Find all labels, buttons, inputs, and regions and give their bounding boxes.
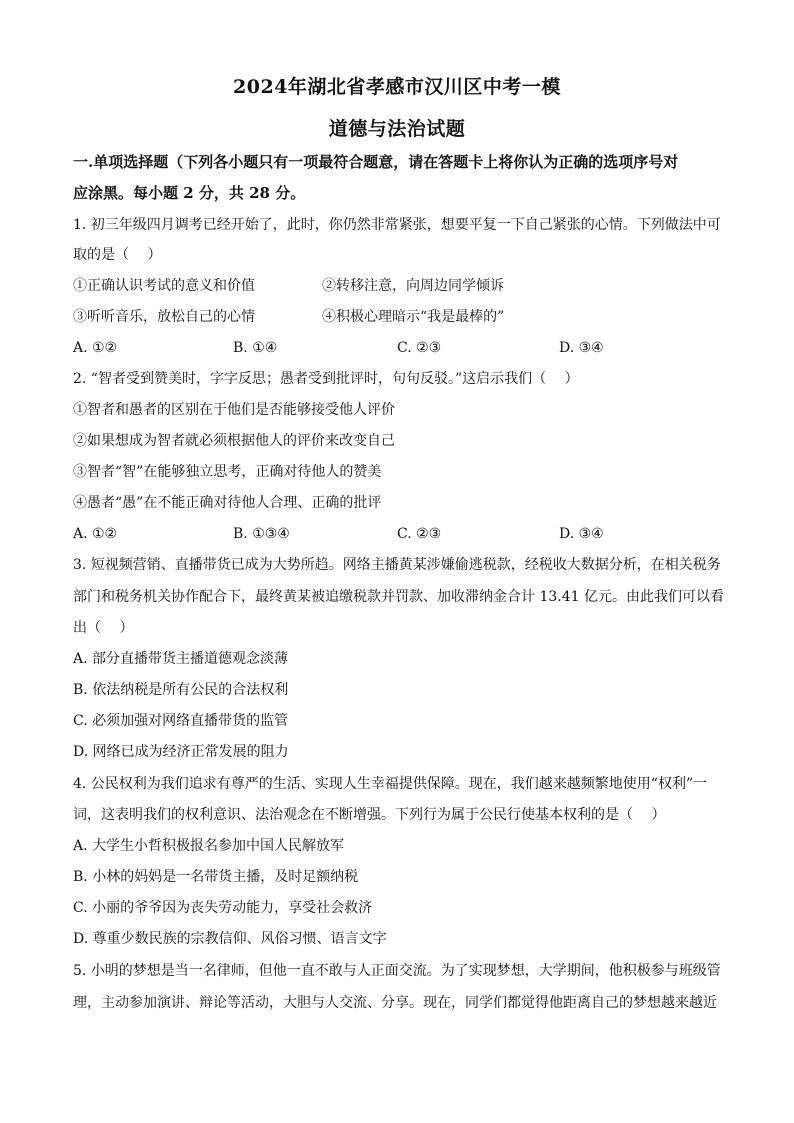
question-4-option-a: A. 大学生小哲积极报名参加中国人民解放军 [73, 838, 345, 854]
question-3-option-d: D. 网络已成为经济正常发展的阻力 [73, 744, 289, 760]
question-3-option-b: B. 依法纳税是所有公民的合法权利 [73, 682, 289, 698]
question-4-stem: 4. 公民权利为我们追求有尊严的生活、实现人生幸福提供保障。现在，我们越来越频繁地使用“权利”一 [73, 776, 708, 792]
exam-title: 2024年湖北省孝感市汉川区中考一模 [233, 76, 561, 98]
question-3-option-a: A. 部分直播带货主播道德观念淡薄 [73, 651, 289, 667]
question-2-option-b: B. ①③④ [233, 526, 290, 542]
question-2-statement-3: ③智者“智”在能够独立思考，正确对待他人的赞美 [73, 464, 382, 480]
question-1-statement-1: ①正确认识考试的意义和价值 [73, 278, 255, 294]
question-1-option-a: A. ①② [73, 340, 118, 356]
question-1-statement-2: ②转移注意，向周边同学倾诉 [322, 278, 504, 294]
question-2-statement-1: ①智者和愚者的区别在于他们是否能够接受他人评价 [73, 402, 395, 418]
question-4-stem-cont: 词，这表明我们的权利意识、法治观念在不断增强。下列行为属于公民行使基本权利的是（ ） [73, 807, 666, 823]
question-5-stem: 5. 小明的梦想是当一名律师，但他一直不敢与人正面交流。为了实现梦想，大学期间，他积极参与班级管 [73, 963, 721, 979]
question-5-stem-cont: 理，主动参加演讲、辩论等活动，大胆与人交流、分享。现在，同学们都觉得他距离自己的梦想越来越近 [73, 995, 717, 1011]
question-2-stem: 2. “智者受到赞美时，字字反思；愚者受到批评时，句句反驳。”这启示我们（ ） [73, 371, 579, 387]
question-1-stem: 1. 初三年级四月调考已经开始了，此时，你仍然非常紧张，想要平复一下自己紧张的心情。下列做法中可 [73, 217, 721, 233]
question-3-stem-cont: 部门和税务机关协作配合下，最终黄某被追缴税款并罚款、加收滞纳金合计 13.41 亿元。由此我们可以看 [73, 589, 724, 605]
question-1-option-c: C. ②③ [397, 340, 442, 356]
question-1-option-b: B. ①④ [233, 340, 278, 356]
question-3-stem-end: 出（ ） [73, 620, 134, 636]
question-2-statement-2: ②如果想成为智者就必须根据他人的评价来改变自己 [73, 433, 395, 449]
question-2-option-c: C. ②③ [397, 526, 442, 542]
question-1-statement-3: ③听听音乐，放松自己的心情 [73, 309, 255, 325]
exam-subject-title: 道德与法治试题 [328, 118, 466, 140]
section-title-cont: 应涂黑。每小题 2 分，共 28 分。 [73, 184, 306, 202]
question-2-option-d: D. ③④ [559, 526, 604, 542]
question-3-stem: 3. 短视频营销、直播带货已成为大势所趋。网络主播黄某涉嫌偷逃税款，经税收大数据分析，在相关税务 [73, 557, 721, 573]
question-4-option-c: C. 小丽的爷爷因为丧失劳动能力，享受社会救济 [73, 900, 373, 916]
question-1-statement-4: ④积极心理暗示“我是最棒的” [322, 309, 505, 325]
question-1-option-d: D. ③④ [559, 340, 604, 356]
question-3-option-c: C. 必须加强对网络直播带货的监管 [73, 713, 289, 729]
question-4-option-d: D. 尊重少数民族的宗教信仰、风俗习惯、语言文字 [73, 931, 387, 947]
question-4-option-b: B. 小林的妈妈是一名带货主播，及时足额纳税 [73, 869, 359, 885]
question-1-stem-cont: 取的是（ ） [73, 247, 162, 263]
section-title: 一.单项选择题（下列各小题只有一项最符合题意，请在答题卡上将你认为正确的选项序号对 [73, 153, 679, 171]
question-2-option-a: A. ①② [73, 526, 118, 542]
question-2-statement-4: ④愚者“愚”在不能正确对待他人合理、正确的批评 [73, 495, 382, 511]
